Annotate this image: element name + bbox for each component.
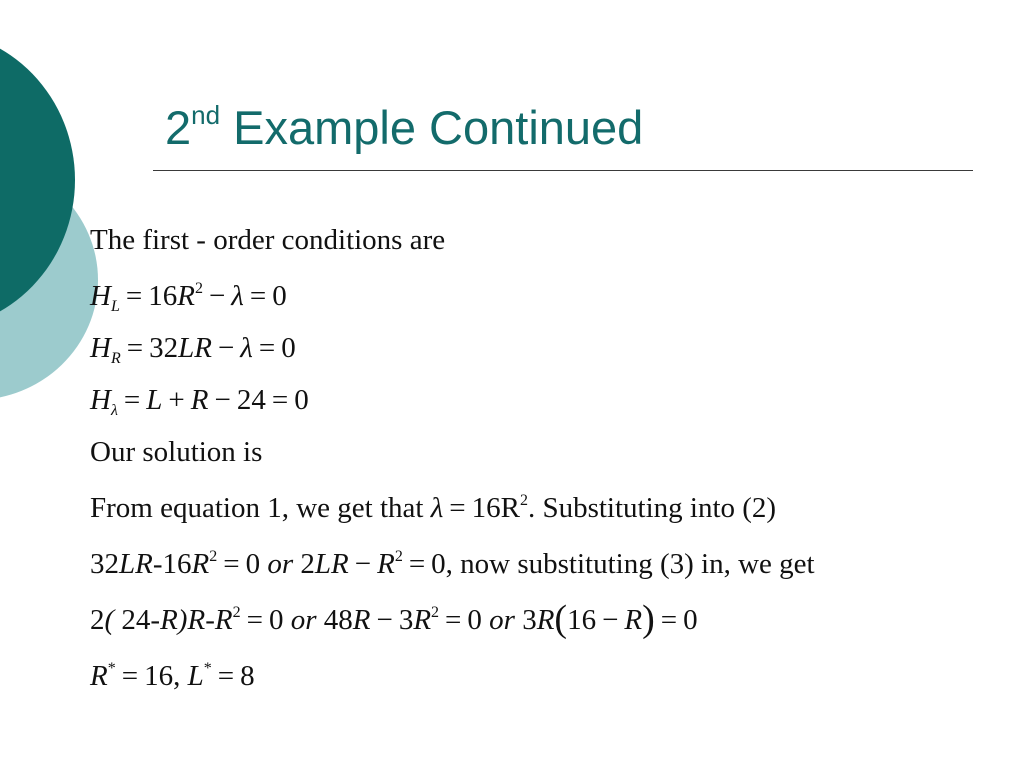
- title-superscript: nd: [191, 100, 221, 130]
- equation-h-l: $H_L = 16R^2 - \lambda = 0$: [90, 280, 287, 315]
- equation-h-r: $H_R = 32LR - \lambda = 0$: [90, 332, 296, 367]
- step-one-line: From equation 1, we get that $\lambda = 16R^2$. Substituting into (2): [90, 492, 777, 524]
- step-one-suffix: . Substituting into (2): [527, 492, 777, 524]
- step-two-line: $32LR-16R^2 = 0$ or $2LR - R^2 = 0$, now substituting (3) in, we get: [90, 548, 815, 580]
- title-text: Example Continued: [220, 101, 644, 154]
- intro-line: The first - order conditions are: [90, 224, 446, 256]
- step-one-prefix: From equation 1, we get that: [90, 492, 431, 524]
- step-two-suffix: , now substituting (3) in, we get: [445, 548, 815, 580]
- title-number: 2: [165, 101, 192, 154]
- title-underline: [153, 170, 973, 171]
- final-answer-line: R* = 16, L* = 8: [90, 660, 255, 692]
- equation-h-lambda: $H_\lambda = L + R - 24 = 0$: [90, 384, 309, 419]
- step-three-line: 2( $24-R)R-R^2 = 0$ or $48R - 3R^2 = 0$ or 3R(16 − R) = 0: [90, 598, 698, 640]
- slide-title: [165, 100, 643, 156]
- solution-label: Our solution is: [90, 436, 263, 468]
